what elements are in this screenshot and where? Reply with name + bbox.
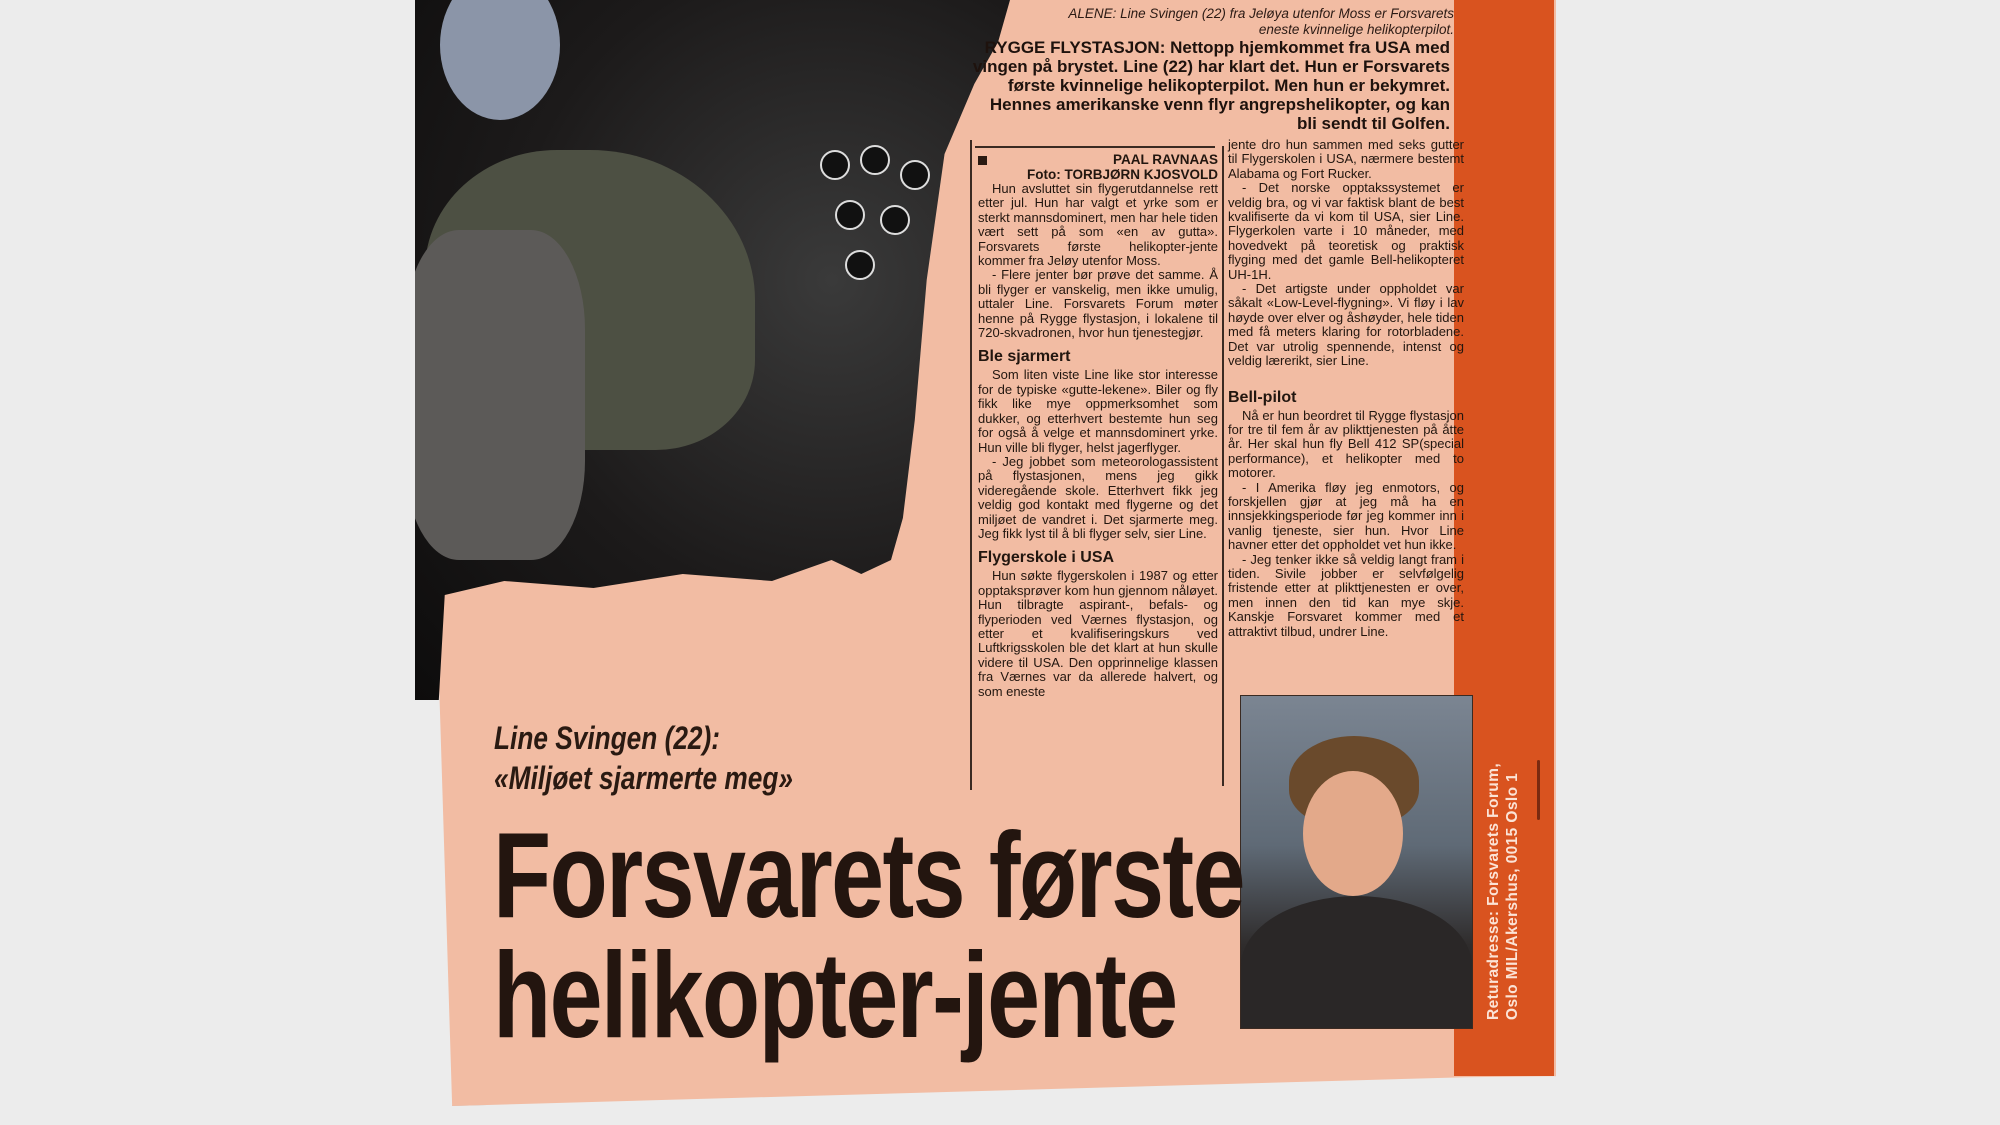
gauge	[860, 145, 890, 175]
staple	[1537, 760, 1540, 820]
paragraph: Nå er hun beordret til Rygge flystasjon for tre til fem år av plikttjenesten på åtte år. Her skal hun fly Bell 412 SP(special performance), et helikopter med to motorer.	[1228, 407, 1464, 481]
subheadline	[494, 718, 793, 798]
paragraph: - Jeg jobbet som meteorologassistent på flystasjonen, mens jeg gikk videregående skole. Etterhvert fikk jeg veldig god kontakt med flygerne og det miljøet de vandret i. Det sjarmerte meg. Jeg fikk lyst til å bli flyger selv, sier Line.	[978, 453, 1218, 541]
paragraph: Som liten viste Line like stor interesse for de typiske «gutte-lekene». Biler og fly fikk like mye oppmerksomhet som dukker, og etterhvert bestemte hun seg for også å velge et mannsdominert yrke. Hun ville bli flyger, helst jagerflyger.	[978, 367, 1218, 455]
address-line-1: Returadresse: Forsvarets Forum,	[1485, 762, 1502, 1020]
section-heading: Ble sjarmert	[978, 348, 1071, 366]
paragraph: - Det norske opptakssystemet er veldig bra, og vi var faktisk blant de best kvalifiserte da vi kom til USA, sier Line. Flygerkolen varte i 10 måneder, med hovedvekt på teoretisk og praktisk flyging med det gamle Bell-helikopteret UH-1H.	[1228, 180, 1464, 282]
portrait-jacket	[1241, 896, 1472, 1029]
address-line-2: Oslo MIL/Akershus, 0015 Oslo 1	[1504, 772, 1521, 1020]
gauge	[845, 250, 875, 280]
headline-line-1: Forsvarets første	[493, 807, 1244, 943]
paragraph: - Det artigste under oppholdet var såkalt «Low-Level-flygning». Vi fløy i lav høyde over elver og åshøyder, hele tiden med få meters klaring for rotorbladene. Det var utrolig spennende, intenst og veldig lærerikt, sier Line.	[1228, 281, 1464, 369]
article-column-1	[978, 152, 1218, 699]
paragraph: Hun søkte flygerskolen i 1987 og etter opptaksprøver kom hun gjennom nåløyet. Hun tilbragte aspirant-, befals- og flyperioden ved Værnes flystasjon, og etter et kvalifiseringskurs ved Luftkrigsskolen ble det klart at hun skulle videre til USA. Den opprinnelige klassen fra Værnes var da allerede halvert, og som eneste	[978, 568, 1218, 699]
subheadline-line-2: «Miljøet sjarmerte meg»	[494, 760, 793, 796]
column-divider	[1222, 146, 1224, 786]
return-address	[1484, 763, 1522, 1020]
paragraph: - Jeg tenker ikke så veldig langt fram i tiden. Sivile jobber er selvfølgelig fristende etter at plikttjenesten er over, men innen den tid kan mye skje. Kanskje Forsvaret kommer med et attraktivt tilbud, undrer Line.	[1228, 551, 1464, 639]
column-divider	[970, 140, 972, 790]
headline	[493, 807, 1244, 1063]
portrait-photo	[1240, 695, 1473, 1029]
bullet-icon	[978, 156, 987, 165]
subheadline-line-1: Line Svingen (22):	[494, 720, 720, 756]
divider	[975, 146, 1215, 148]
gauge	[820, 150, 850, 180]
gauge	[880, 205, 910, 235]
headline-line-2: helikopter-jente	[493, 927, 1177, 1063]
portrait-face	[1303, 771, 1403, 896]
author: PAAL RAVNAAS	[1112, 152, 1218, 167]
gauge	[900, 160, 930, 190]
section-heading: Bell-pilot	[1228, 388, 1297, 406]
gauge	[835, 200, 865, 230]
paragraph: jente dro hun sammen med seks gutter til Flygerskolen i USA, nærmere bestemt Alabama og Fort Rucker.	[1228, 137, 1464, 181]
photographer: Foto: TORBJØRN KJOSVOLD	[1026, 167, 1218, 182]
article-deck: RYGGE FLYSTASJON: Nettopp hjemkommet fra USA med vingen på brystet. Line (22) har klart det. Hun er Forsvarets første kvinnelige helikopterpilot. Men hun er bekymret. Hennes amerikanske venn flyr angrepshelikopter, og kan bli sendt til Golfen.	[972, 38, 1450, 133]
paragraph: - I Amerika fløy jeg enmotors, og forskjellen gjør at jeg må ha en innsjekkingsperiode før jeg kommer inn i vanlig tjeneste, sier hun. Hvor Line havner etter det oppholdet vet hun ikke.	[1228, 479, 1464, 553]
section-heading: Flygerskole i USA	[978, 549, 1115, 567]
pilot-seat	[405, 230, 585, 560]
byline	[978, 152, 1218, 182]
paragraph: - Flere jenter bør prøve det samme. Å bli flyger er vanskelig, men ikke umulig, uttaler Line. Forsvarets Forum møter henne på Rygge flystasjon, i lokalene til 720-skvadronen, hvor hun tjenestegjør.	[978, 267, 1218, 341]
photo-caption: ALENE: Line Svingen (22) fra Jeløya utenfor Moss er Forsvarets eneste kvinnelige helikopterpilot.	[1068, 6, 1454, 37]
paragraph: Hun avsluttet sin flygerutdannelse rett etter jul. Hun har valgt et yrke som er sterkt mannsdominert, men har hele tiden vært sett på som «en av gutta». Forsvarets første helikopter-jente kommer fra Jeløy utenfor Moss.	[978, 181, 1218, 269]
pilot-helmet	[440, 0, 560, 120]
article-column-2	[1228, 138, 1464, 639]
